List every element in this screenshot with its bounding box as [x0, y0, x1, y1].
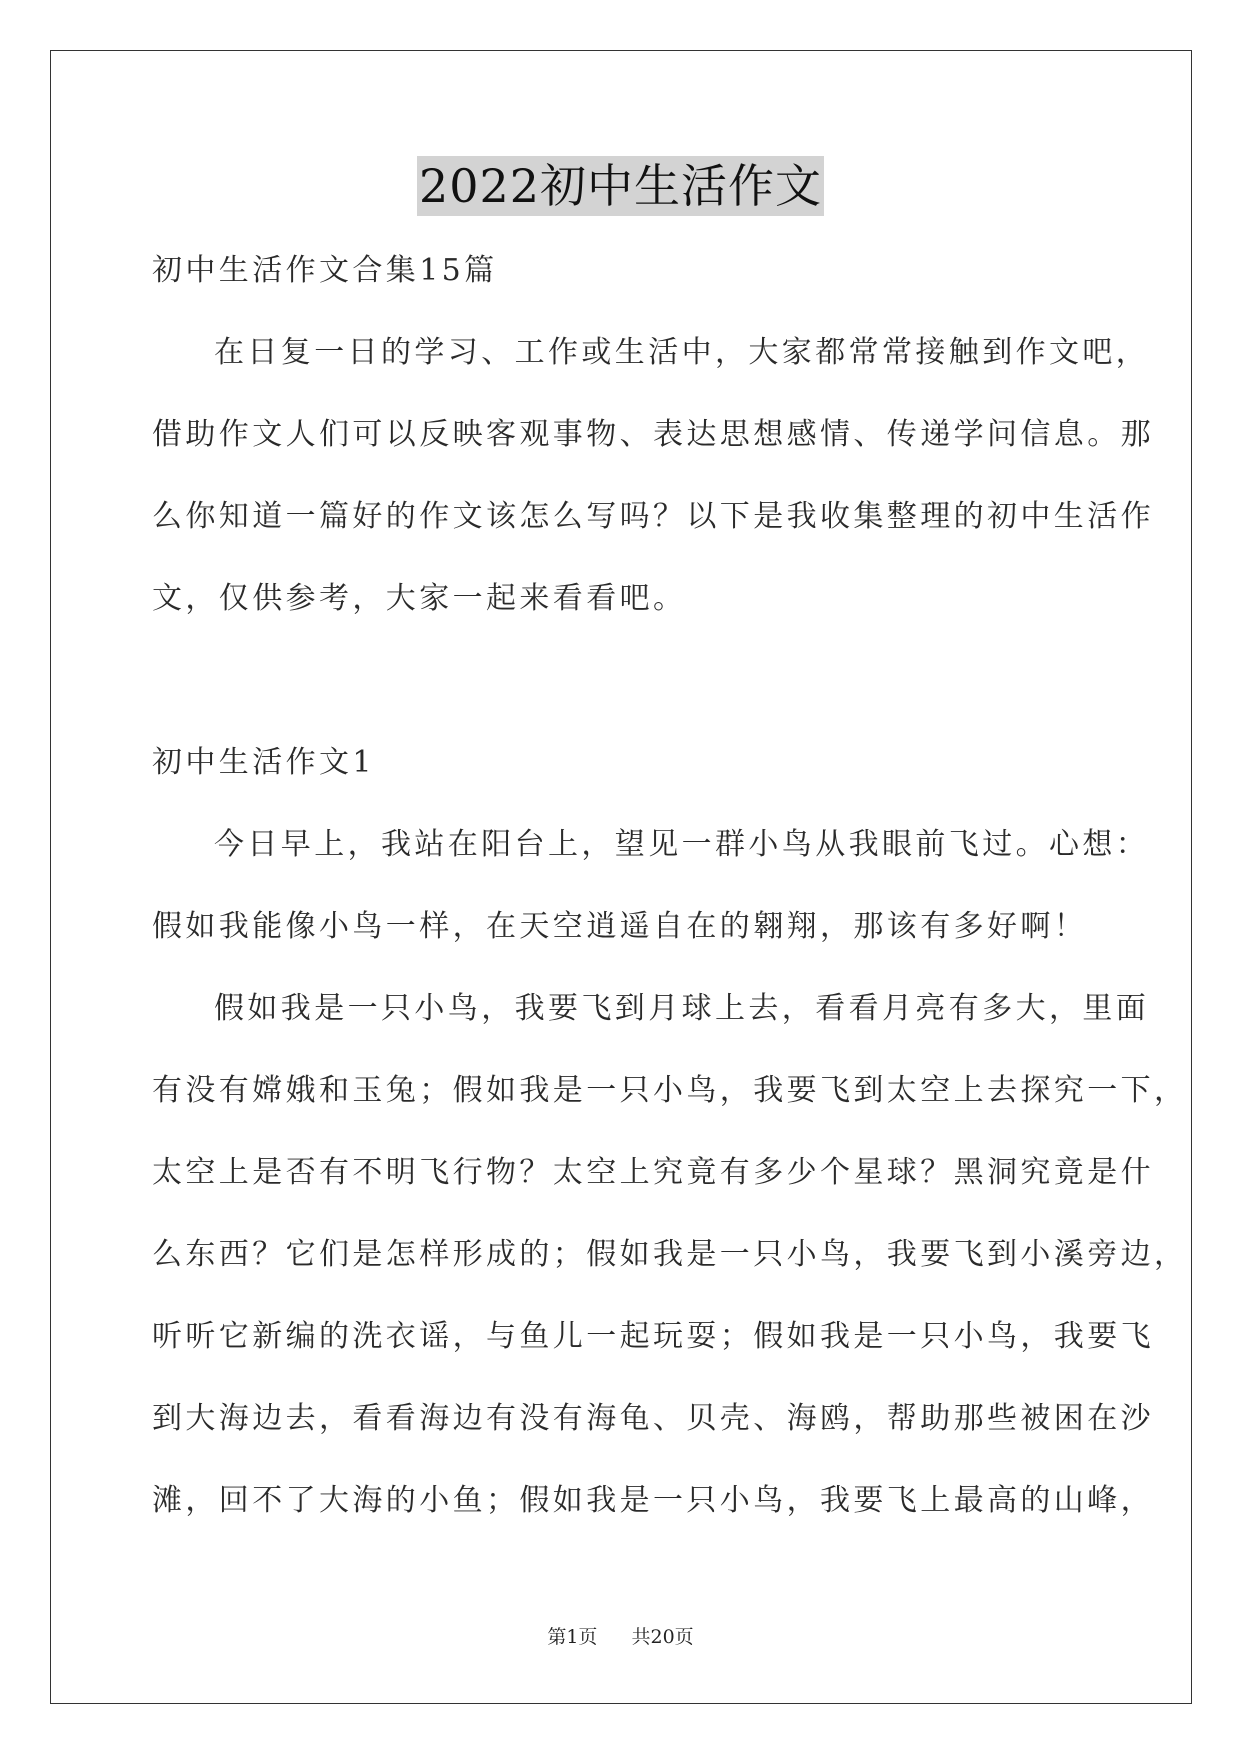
page-total: 共20页	[631, 1626, 694, 1648]
text-line: 到大海边去，看看海边有没有海龟、贝壳、海鸥，帮助那些被困在沙	[152, 1401, 1154, 1436]
title-container	[0, 156, 1241, 216]
document-title: 2022初中生活作文	[417, 156, 824, 216]
text-line: 初中生活作文1	[152, 745, 375, 780]
text-line: 今日早上，我站在阳台上，望见一群小鸟从我眼前飞过。心想：	[214, 827, 1150, 862]
text-line: 初中生活作文合集15篇	[152, 253, 498, 288]
document-body	[152, 230, 1188, 1542]
page-number: 第1页	[547, 1626, 598, 1648]
text-line: 假如我是一只小鸟，我要飞到月球上去，看看月亮有多大，里面	[214, 991, 1150, 1026]
paragraph-gap	[152, 640, 1094, 722]
text-line: 么你知道一篇好的作文该怎么写吗？以下是我收集整理的初中生活作	[152, 499, 1154, 534]
text-line: 太空上是否有不明飞行物？太空上究竟有多少个星球？黑洞究竟是什	[152, 1155, 1154, 1190]
text-line: 听听它新编的洗衣谣，与鱼儿一起玩耍；假如我是一只小鸟，我要飞	[152, 1319, 1154, 1354]
text-line: 在日复一日的学习、工作或生活中，大家都常常接触到作文吧，	[214, 335, 1150, 370]
text-line: 滩，回不了大海的小鱼；假如我是一只小鸟，我要飞上最高的山峰，	[152, 1483, 1154, 1518]
page-footer	[0, 1622, 1241, 1649]
text-line: 借助作文人们可以反映客观事物、表达思想感情、传递学问信息。那	[152, 417, 1154, 452]
text-line: 么东西？它们是怎样形成的；假如我是一只小鸟，我要飞到小溪旁边，	[152, 1237, 1188, 1272]
text-line: 假如我能像小鸟一样，在天空逍遥自在的翱翔，那该有多好啊！	[152, 909, 1088, 944]
text-line: 文，仅供参考，大家一起来看看吧。	[152, 581, 687, 616]
text-line: 有没有嫦娥和玉兔；假如我是一只小鸟，我要飞到太空上去探究一下，	[152, 1073, 1188, 1108]
